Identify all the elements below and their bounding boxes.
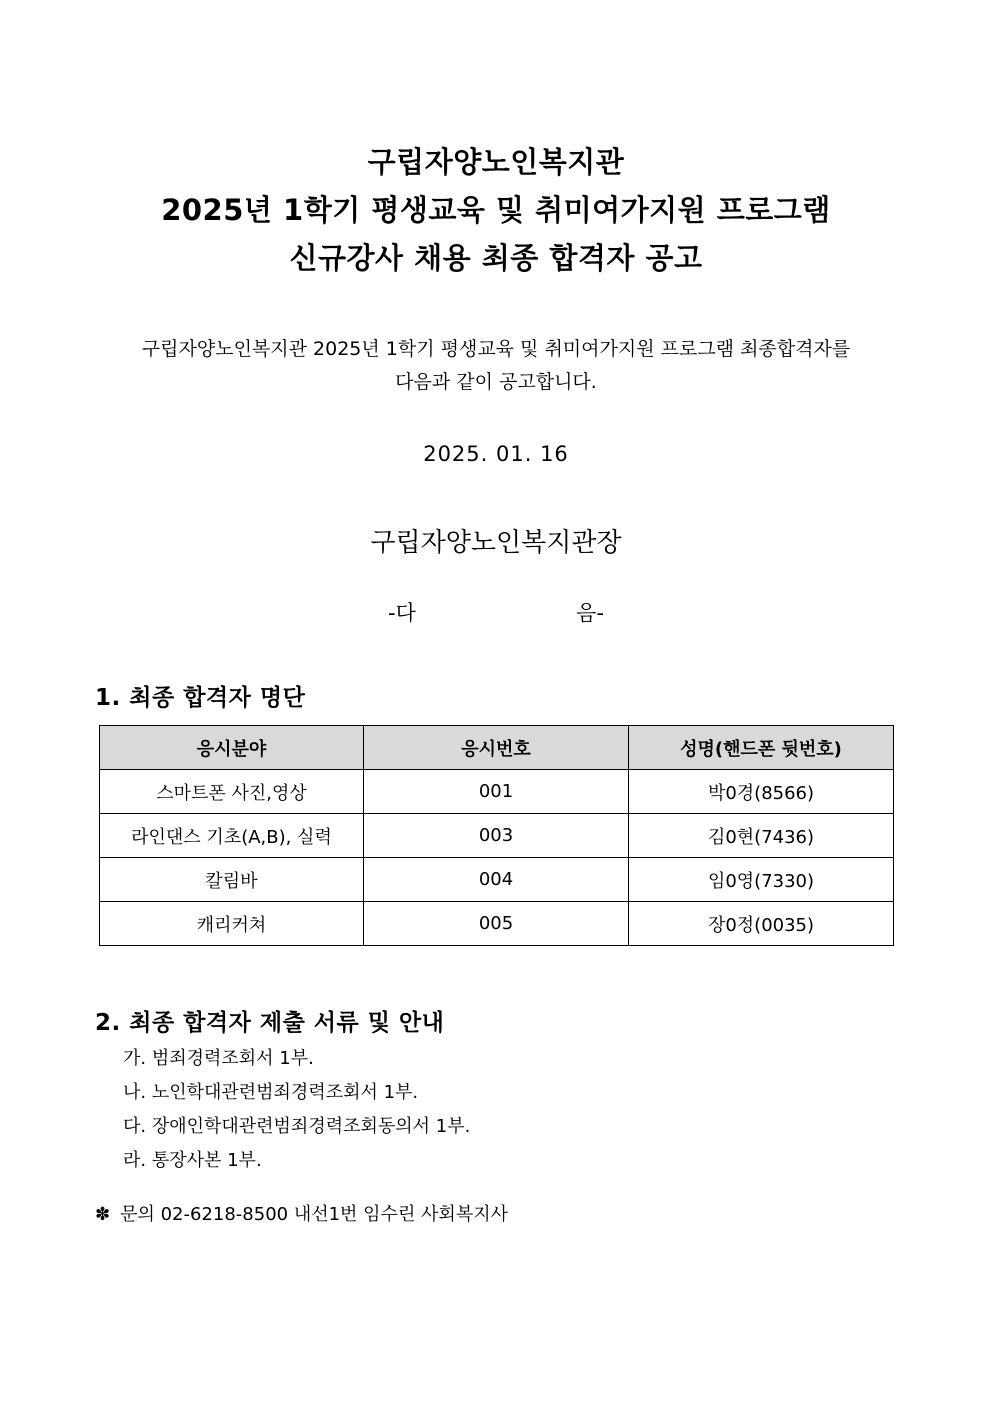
list-item: 다. 장애인학대관련범죄경력조회동의서 1부. (123, 1116, 471, 1137)
cell-number: 005 (364, 902, 629, 946)
cell-number: 001 (364, 770, 629, 814)
required-documents-list (123, 1042, 470, 1178)
list-item: 가. 범죄경력조회서 1부. (123, 1048, 314, 1069)
following-marker-left: -다 (388, 601, 416, 625)
intro-paragraph (0, 333, 992, 399)
cell-name: 박0경(8566) (629, 770, 894, 814)
intro-line-2: 다음과 같이 공고합니다. (395, 371, 597, 393)
contact-text: 문의 02-6218-8500 내선1번 임수린 사회복지사 (120, 1204, 508, 1225)
cell-number: 003 (364, 814, 629, 858)
announcement-date: 2025. 01. 16 (423, 442, 569, 466)
cell-name: 장0정(0035) (629, 902, 894, 946)
cell-field: 스마트폰 사진,영상 (100, 770, 364, 814)
header-field: 응시분야 (100, 726, 364, 770)
title-line-3: 신규강사 채용 최종 합격자 공고 (289, 241, 703, 275)
table-row (100, 814, 894, 858)
list-item: 나. 노인학대관련범죄경력조회서 1부. (123, 1082, 419, 1103)
table-row (100, 902, 894, 946)
cell-name: 임0영(7330) (629, 858, 894, 902)
table-row (100, 858, 894, 902)
intro-line-1: 구립자양노인복지관 2025년 1학기 평생교육 및 취미여가지원 프로그램 최종합격자를 (141, 338, 851, 360)
table-header-row (100, 726, 894, 770)
final-candidates-table (99, 725, 894, 946)
following-marker (388, 597, 604, 627)
title-line-1: 구립자양노인복지관 (367, 145, 625, 179)
section-1-title: 1. 최종 합격자 명단 (95, 685, 306, 711)
list-item: 라. 통장사본 1부. (123, 1150, 262, 1171)
title-line-2: 2025년 1학기 평생교육 및 취미여가지원 프로그램 (161, 193, 831, 227)
document-title (0, 138, 992, 282)
following-marker-right: 음- (576, 601, 604, 625)
asterisk-icon: ✽ (95, 1204, 111, 1225)
contact-info (95, 1200, 508, 1226)
header-name: 성명(핸드폰 뒷번호) (629, 726, 894, 770)
issuer-name: 구립자양노인복지관장 (370, 528, 622, 558)
cell-field: 칼림바 (100, 858, 364, 902)
section-2-title: 2. 최종 합격자 제출 서류 및 안내 (95, 1010, 445, 1036)
cell-number: 004 (364, 858, 629, 902)
cell-field: 캐리커쳐 (100, 902, 364, 946)
header-number: 응시번호 (364, 726, 629, 770)
cell-field: 라인댄스 기초(A,B), 실력 (100, 814, 364, 858)
table-row (100, 770, 894, 814)
cell-name: 김0현(7436) (629, 814, 894, 858)
